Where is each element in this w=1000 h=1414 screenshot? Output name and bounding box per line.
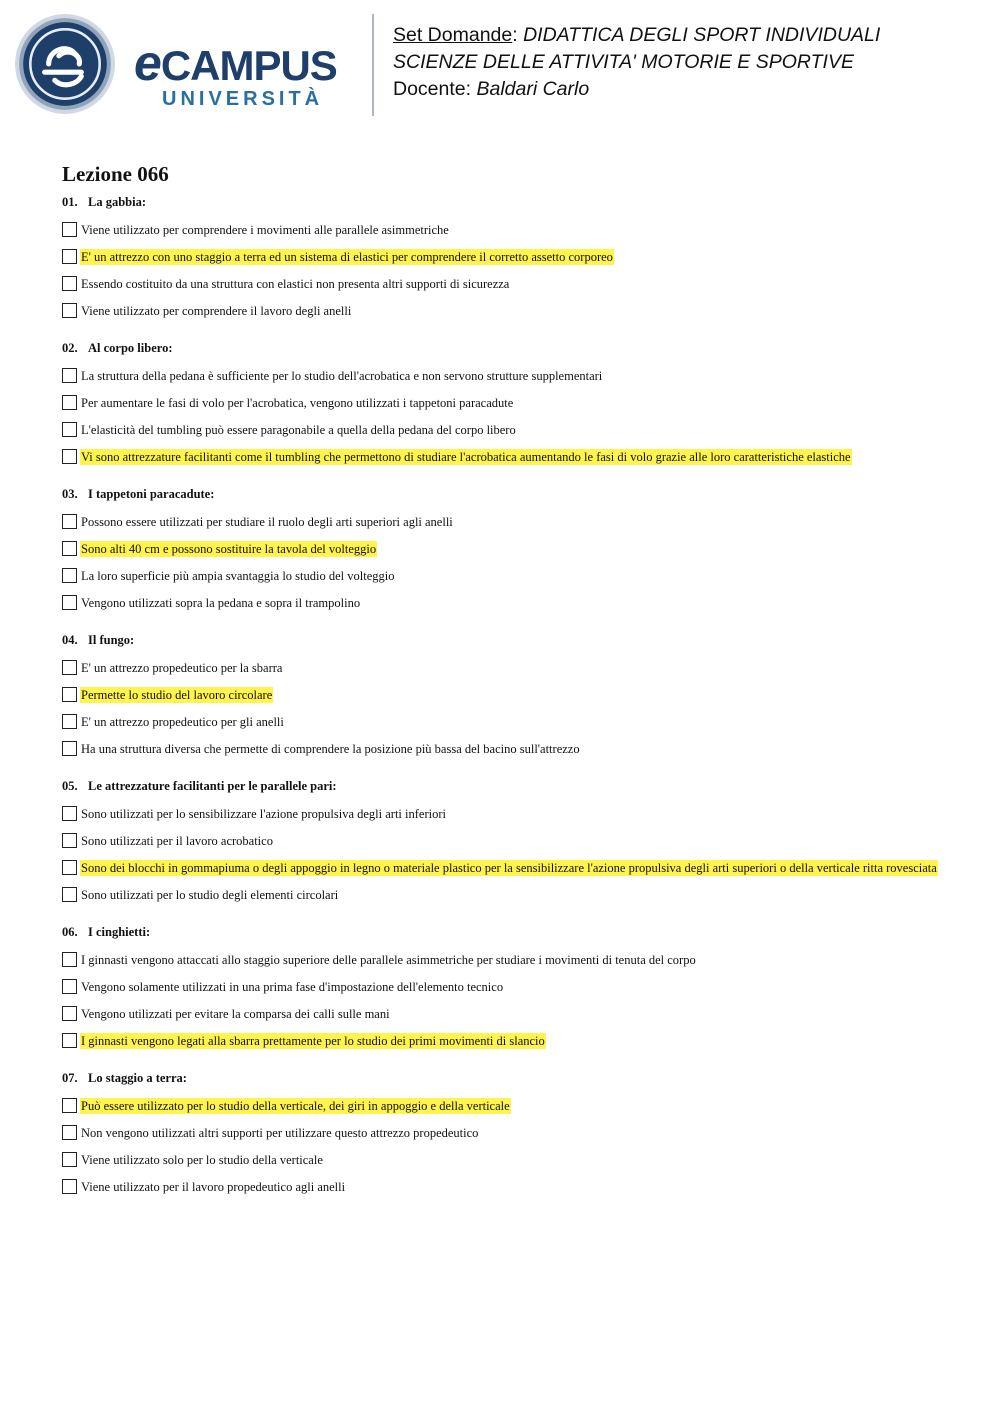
answer-checkbox[interactable] <box>62 541 77 556</box>
answer-text: Non vengono utilizzati altri supporti per utilizzare questo attrezzo propedeutico <box>81 1125 479 1140</box>
answer-checkbox[interactable] <box>62 595 77 610</box>
answer-option[interactable] <box>62 243 962 270</box>
answer-option[interactable] <box>62 1173 962 1200</box>
question-title <box>62 338 962 358</box>
answer-option[interactable] <box>62 854 962 881</box>
question-text: La gabbia: <box>88 195 147 209</box>
wordmark-campus: CAMPUS <box>160 42 337 89</box>
answer-text-highlighted: Può essere utilizzato per lo studio della verticale, dei giri in appoggio e della verticale <box>81 1098 510 1113</box>
answer-checkbox[interactable] <box>62 660 77 675</box>
course-info <box>393 22 880 103</box>
answer-checkbox[interactable] <box>62 303 77 318</box>
answer-text: Possono essere utilizzati per studiare il ruolo degli arti superiori agli anelli <box>81 514 453 529</box>
question-title <box>62 630 962 650</box>
answer-option[interactable] <box>62 535 962 562</box>
answer-checkbox[interactable] <box>62 1179 77 1194</box>
answer-option[interactable] <box>62 800 962 827</box>
answer-text: E' un attrezzo propedeutico per la sbarra <box>81 660 283 675</box>
answer-option[interactable] <box>62 589 962 616</box>
answer-text: Sono utilizzati per il lavoro acrobatico <box>81 833 273 848</box>
teacher-name: Baldari Carlo <box>476 78 590 100</box>
ecampus-seal-logo-icon <box>14 13 116 115</box>
answer-option[interactable] <box>62 216 962 243</box>
answer-option[interactable] <box>62 881 962 908</box>
answer-checkbox[interactable] <box>62 422 77 437</box>
answer-text: Vengono solamente utilizzati in una prima fase d'impostazione dell'elemento tecnico <box>81 979 504 994</box>
answer-checkbox[interactable] <box>62 568 77 583</box>
wordmark-e: e <box>134 35 161 91</box>
answer-option[interactable] <box>62 297 962 324</box>
answer-option[interactable] <box>62 1146 962 1173</box>
answer-checkbox[interactable] <box>62 1125 77 1140</box>
lesson-title: Lezione 066 <box>62 162 169 186</box>
answer-checkbox[interactable] <box>62 741 77 756</box>
teacher-line <box>393 76 880 103</box>
answer-option[interactable] <box>62 1000 962 1027</box>
answer-text-highlighted: E' un attrezzo con uno staggio a terra ed un sistema di elastici per comprendere il corretto assetto corporeo <box>81 249 613 264</box>
course-title: DIDATTICA DEGLI SPORT INDIVIDUALI <box>523 24 881 46</box>
question-number: 03. <box>62 487 78 501</box>
answer-checkbox[interactable] <box>62 979 77 994</box>
answer-option[interactable] <box>62 654 962 681</box>
answer-text-highlighted: Sono alti 40 cm e possono sostituire la tavola del volteggio <box>81 541 377 556</box>
question-title <box>62 776 962 796</box>
question-5 <box>62 776 962 908</box>
question-title <box>62 922 962 942</box>
answer-text: Viene utilizzato per comprendere i movimenti alle parallele asimmetriche <box>81 222 449 237</box>
answer-text: Vengono utilizzati per evitare la comparsa dei calli sulle mani <box>81 1006 390 1021</box>
answer-text: La loro superficie più ampia svantaggia lo studio del volteggio <box>81 568 395 583</box>
answer-checkbox[interactable] <box>62 368 77 383</box>
answer-checkbox[interactable] <box>62 1006 77 1021</box>
answer-text: Ha una struttura diversa che permette di comprendere la posizione più bassa del bacino sull'attrezzo <box>81 741 580 756</box>
answer-option[interactable] <box>62 1027 962 1054</box>
question-title <box>62 1068 962 1088</box>
question-number: 05. <box>62 779 78 793</box>
teacher-label: Docente: <box>393 78 477 100</box>
page-header <box>0 0 1000 130</box>
answer-text: Viene utilizzato per il lavoro propedeutico agli anelli <box>81 1179 346 1194</box>
answer-option[interactable] <box>62 562 962 589</box>
answer-text: Sono utilizzati per lo studio degli elementi circolari <box>81 887 339 902</box>
answer-checkbox[interactable] <box>62 860 77 875</box>
answer-checkbox[interactable] <box>62 514 77 529</box>
answer-text: Vengono utilizzati sopra la pedana e sopra il trampolino <box>81 595 361 610</box>
answer-text: L'elasticità del tumbling può essere paragonabile a quella della pedana del corpo libero <box>81 422 516 437</box>
answer-checkbox[interactable] <box>62 1098 77 1113</box>
answer-checkbox[interactable] <box>62 714 77 729</box>
question-number: 02. <box>62 341 78 355</box>
answer-checkbox[interactable] <box>62 952 77 967</box>
header-divider <box>372 14 374 116</box>
question-7 <box>62 1068 962 1200</box>
question-6 <box>62 922 962 1054</box>
answer-text: Viene utilizzato per comprendere il lavoro degli anelli <box>81 303 352 318</box>
answer-text-highlighted: I ginnasti vengono legati alla sbarra prettamente per lo studio dei primi movimenti di slancio <box>81 1033 545 1048</box>
answer-option[interactable] <box>62 708 962 735</box>
question-title <box>62 484 962 504</box>
answer-option[interactable] <box>62 362 962 389</box>
answer-checkbox[interactable] <box>62 395 77 410</box>
question-text: Il fungo: <box>88 633 135 647</box>
answer-checkbox[interactable] <box>62 449 77 464</box>
question-number: 06. <box>62 925 78 939</box>
set-label: Set Domande <box>393 24 513 46</box>
question-text: Lo staggio a terra: <box>88 1071 187 1085</box>
question-number: 01. <box>62 195 78 209</box>
question-text: Le attrezzature facilitanti per le parallele pari: <box>88 779 337 793</box>
question-4 <box>62 630 962 762</box>
question-number: 04. <box>62 633 78 647</box>
answer-text: Sono utilizzati per lo sensibilizzare l'azione propulsiva degli arti inferiori <box>81 806 446 821</box>
answer-text: E' un attrezzo propedeutico per gli anelli <box>81 714 284 729</box>
answer-text: Per aumentare le fasi di volo per l'acrobatica, vengono utilizzati i tappetoni paracadute <box>81 395 514 410</box>
question-title <box>62 192 962 212</box>
answer-text-highlighted: Vi sono attrezzature facilitanti come il tumbling che permettono di studiare l'acrobatica aumentando le fasi di volo grazie alle loro caratteristiche elastiche <box>81 449 851 464</box>
answer-option[interactable] <box>62 416 962 443</box>
answer-text-highlighted: Sono dei blocchi in gommapiuma o degli appoggio in legno o materiale plastico per la sensibilizzare l'azione propulsiva degli arti superiori o della verticale ritta rovesciata <box>81 860 937 875</box>
set-separator: : <box>512 24 524 46</box>
answer-text: La struttura della pedana è sufficiente per lo studio dell'acrobatica e non servono strutture supplementari <box>81 368 603 383</box>
answer-option[interactable] <box>62 1092 962 1119</box>
answer-option[interactable] <box>62 1119 962 1146</box>
answer-text-highlighted: Permette lo studio del lavoro circolare <box>81 687 273 702</box>
question-text: Al corpo libero: <box>88 341 173 355</box>
set-line <box>393 22 880 49</box>
question-list <box>62 192 962 1200</box>
answer-checkbox[interactable] <box>62 806 77 821</box>
degree-line: SCIENZE DELLE ATTIVITA' MOTORIE E SPORTIVE <box>393 51 854 73</box>
ecampus-wordmark <box>134 35 337 91</box>
answer-checkbox[interactable] <box>62 687 77 702</box>
answer-checkbox[interactable] <box>62 1152 77 1167</box>
question-set <box>62 160 962 1214</box>
answer-checkbox[interactable] <box>62 887 77 902</box>
question-number: 07. <box>62 1071 78 1085</box>
answer-checkbox[interactable] <box>62 222 77 237</box>
question-text: I cinghietti: <box>88 925 151 939</box>
answer-option[interactable] <box>62 946 962 973</box>
question-1 <box>62 192 962 324</box>
answer-option[interactable] <box>62 681 962 708</box>
question-3 <box>62 484 962 616</box>
answer-checkbox[interactable] <box>62 1033 77 1048</box>
answer-checkbox[interactable] <box>62 276 77 291</box>
answer-option[interactable] <box>62 270 962 297</box>
university-label: UNIVERSITÀ <box>162 88 324 110</box>
answer-checkbox[interactable] <box>62 833 77 848</box>
answer-option[interactable] <box>62 443 962 470</box>
answer-option[interactable] <box>62 508 962 535</box>
answer-text: Essendo costituito da una struttura con elastici non presenta altri supporti di sicurezza <box>81 276 510 291</box>
answer-text: I ginnasti vengono attaccati allo staggio superiore delle parallele asimmetriche per studiare i movimenti di tenuta del corpo <box>81 952 696 967</box>
question-2 <box>62 338 962 470</box>
answer-option[interactable] <box>62 735 962 762</box>
answer-option[interactable] <box>62 827 962 854</box>
answer-text: Viene utilizzato solo per lo studio della verticale <box>81 1152 323 1167</box>
answer-option[interactable] <box>62 973 962 1000</box>
answer-option[interactable] <box>62 389 962 416</box>
question-text: I tappetoni paracadute: <box>88 487 215 501</box>
answer-checkbox[interactable] <box>62 249 77 264</box>
